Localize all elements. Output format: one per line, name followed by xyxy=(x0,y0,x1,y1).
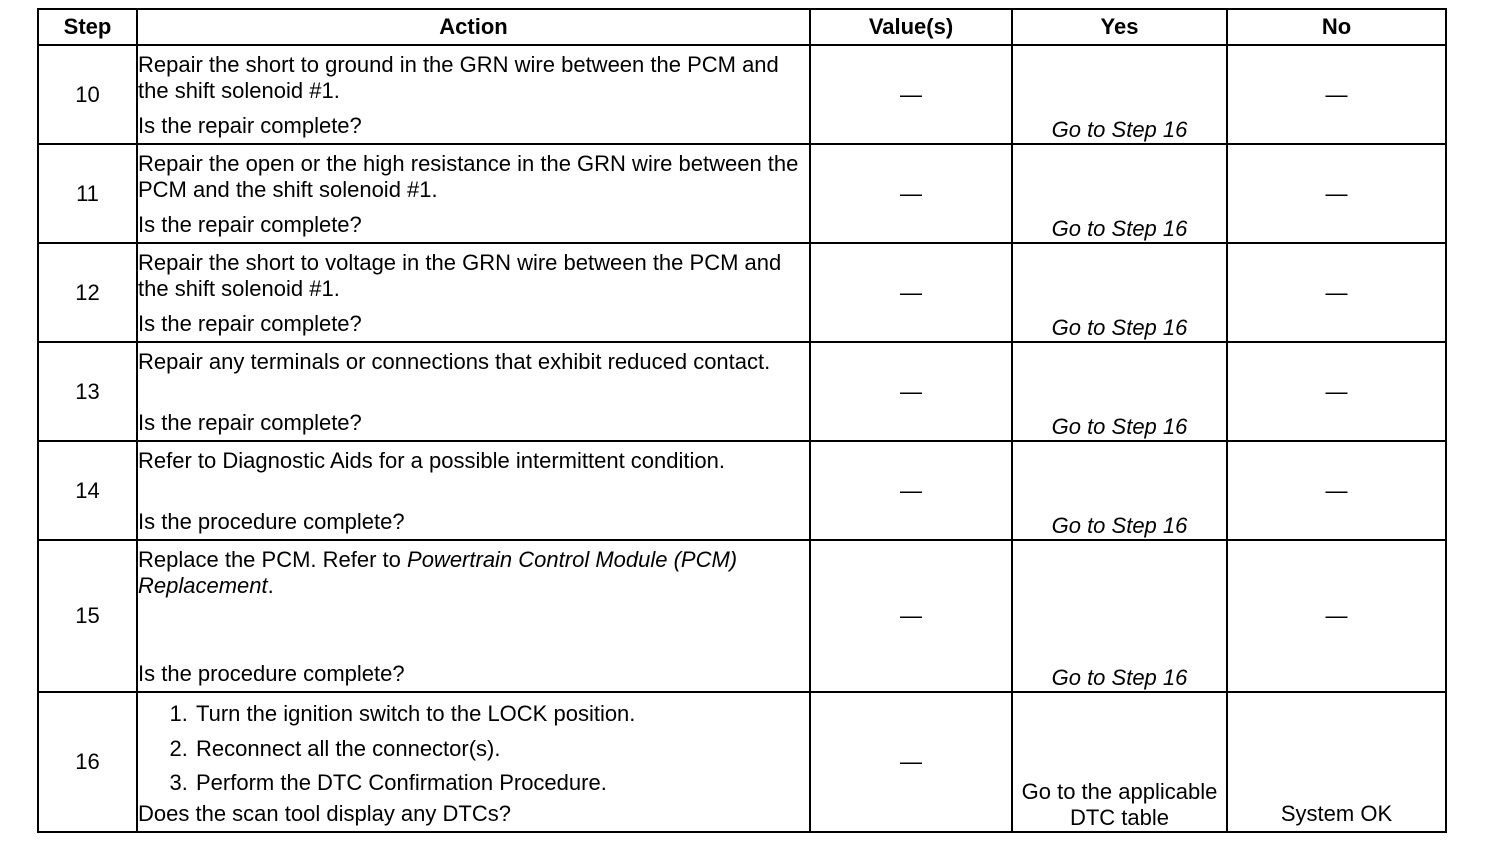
action-cell xyxy=(137,692,810,832)
step-number: 11 xyxy=(38,144,137,243)
value-cell: — xyxy=(810,243,1012,342)
action-text xyxy=(138,541,809,599)
step-number: 14 xyxy=(38,441,137,540)
action-text-suffix: . xyxy=(267,573,274,598)
action-question: Is the repair complete? xyxy=(138,311,362,336)
action-text-plain: Replace the PCM. Refer to xyxy=(138,547,408,572)
action-question: Is the procedure complete? xyxy=(138,661,405,686)
action-text: Repair any terminals or connections that exhibit reduced contact. xyxy=(138,349,771,374)
yes-cell: Go to Step 16 xyxy=(1012,144,1227,243)
header-no: No xyxy=(1227,9,1446,45)
substep-list xyxy=(138,697,809,801)
action-question: Does the scan tool display any DTCs? xyxy=(138,801,511,826)
action-text: Repair the open or the high resistance in the GRN wire between the PCM and the shift solenoid #1. xyxy=(138,151,799,202)
action-cell xyxy=(137,540,810,692)
table-row xyxy=(38,540,1446,692)
no-cell: — xyxy=(1227,342,1446,441)
header-yes: Yes xyxy=(1012,9,1227,45)
substep-item: 2. Reconnect all the connector(s). xyxy=(194,732,809,767)
value-cell: — xyxy=(810,45,1012,144)
action-question: Is the procedure complete? xyxy=(138,509,405,534)
yes-cell: Go to the applicable DTC table xyxy=(1012,692,1227,832)
value-cell: — xyxy=(810,692,1012,832)
header-values: Value(s) xyxy=(810,9,1012,45)
header-step: Step xyxy=(38,9,137,45)
substep-item: 3. Perform the DTC Confirmation Procedure. xyxy=(194,766,809,801)
action-question: Is the repair complete? xyxy=(138,410,362,435)
step-number: 15 xyxy=(38,540,137,692)
diagnostic-table xyxy=(37,8,1447,833)
table-row xyxy=(38,243,1446,342)
yes-cell: Go to Step 16 xyxy=(1012,540,1227,692)
step-number: 12 xyxy=(38,243,137,342)
table-row xyxy=(38,342,1446,441)
action-text: Repair the short to ground in the GRN wire between the PCM and the shift solenoid #1. xyxy=(138,52,779,103)
action-cell xyxy=(137,342,810,441)
action-cell xyxy=(137,144,810,243)
value-cell: — xyxy=(810,144,1012,243)
substep-item: 1. Turn the ignition switch to the LOCK position. xyxy=(194,697,809,732)
value-cell: — xyxy=(810,441,1012,540)
step-number: 13 xyxy=(38,342,137,441)
no-cell: — xyxy=(1227,441,1446,540)
yes-cell: Go to Step 16 xyxy=(1012,243,1227,342)
yes-cell: Go to Step 16 xyxy=(1012,45,1227,144)
step-number: 16 xyxy=(38,692,137,832)
table-row xyxy=(38,441,1446,540)
table-row xyxy=(38,45,1446,144)
step-number: 10 xyxy=(38,45,137,144)
action-text: Refer to Diagnostic Aids for a possible intermittent condition. xyxy=(138,448,725,473)
no-cell: System OK xyxy=(1227,692,1446,832)
action-cell xyxy=(137,441,810,540)
action-text: Repair the short to voltage in the GRN wire between the PCM and the shift solenoid #1. xyxy=(138,250,782,301)
no-cell: — xyxy=(1227,243,1446,342)
table-row xyxy=(38,144,1446,243)
yes-cell: Go to Step 16 xyxy=(1012,441,1227,540)
no-cell: — xyxy=(1227,540,1446,692)
action-question: Is the repair complete? xyxy=(138,212,362,237)
yes-cell: Go to Step 16 xyxy=(1012,342,1227,441)
header-action: Action xyxy=(137,9,810,45)
no-cell: — xyxy=(1227,45,1446,144)
table-row xyxy=(38,692,1446,832)
action-cell xyxy=(137,45,810,144)
header-row xyxy=(38,9,1446,45)
no-cell: — xyxy=(1227,144,1446,243)
value-cell: — xyxy=(810,342,1012,441)
value-cell: — xyxy=(810,540,1012,692)
action-cell xyxy=(137,243,810,342)
action-reference-link-text: Powertrain Control Module (PCM) Replacement xyxy=(138,547,738,598)
action-question: Is the repair complete? xyxy=(138,113,362,138)
